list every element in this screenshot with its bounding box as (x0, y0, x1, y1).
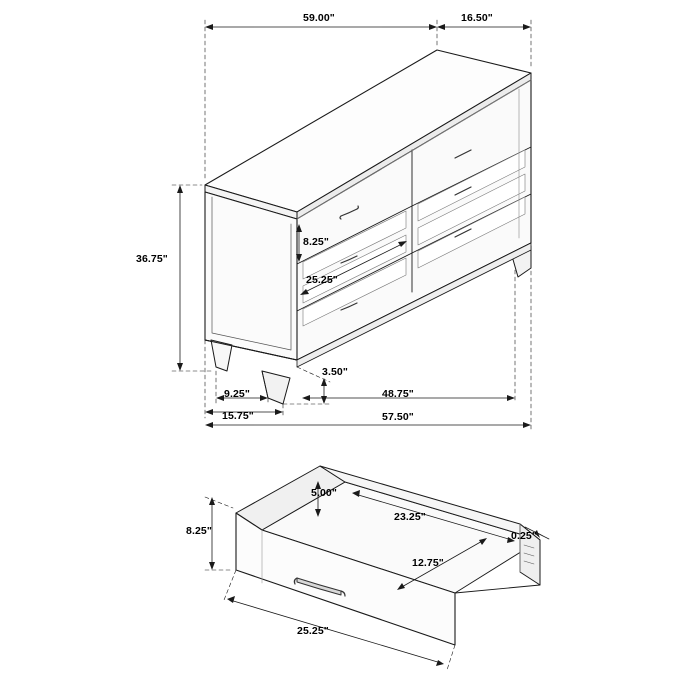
dim-foot-height: 3.50" (322, 366, 348, 378)
dim-drawer-interior-height: 5.00" (311, 487, 337, 499)
dim-top-depth: 16.50" (461, 12, 493, 24)
dim-drawer-face-height: 8.25" (303, 236, 329, 248)
dim-drawer-overall-length: 25.25" (297, 625, 329, 637)
dim-drawer-interior-length: 23.25" (394, 511, 426, 523)
dim-base-width: 57.50" (382, 411, 414, 423)
dim-drawer-interior-depth: 12.75" (412, 557, 444, 569)
dim-base-inner-width: 48.75" (382, 388, 414, 400)
dim-base-depth: 15.75" (222, 410, 254, 422)
dim-panel-thickness: 0.25" (511, 530, 537, 542)
dim-overall-height: 36.75" (136, 253, 168, 265)
dim-foot-depth: 9.25" (224, 388, 250, 400)
dim-top-width: 59.00" (303, 12, 335, 24)
dim-drawer-face-width: 25.25" (306, 274, 338, 286)
drawer-illustration (236, 466, 540, 645)
dresser-illustration (205, 50, 531, 404)
dim-drawer-side-height: 8.25" (186, 525, 212, 537)
